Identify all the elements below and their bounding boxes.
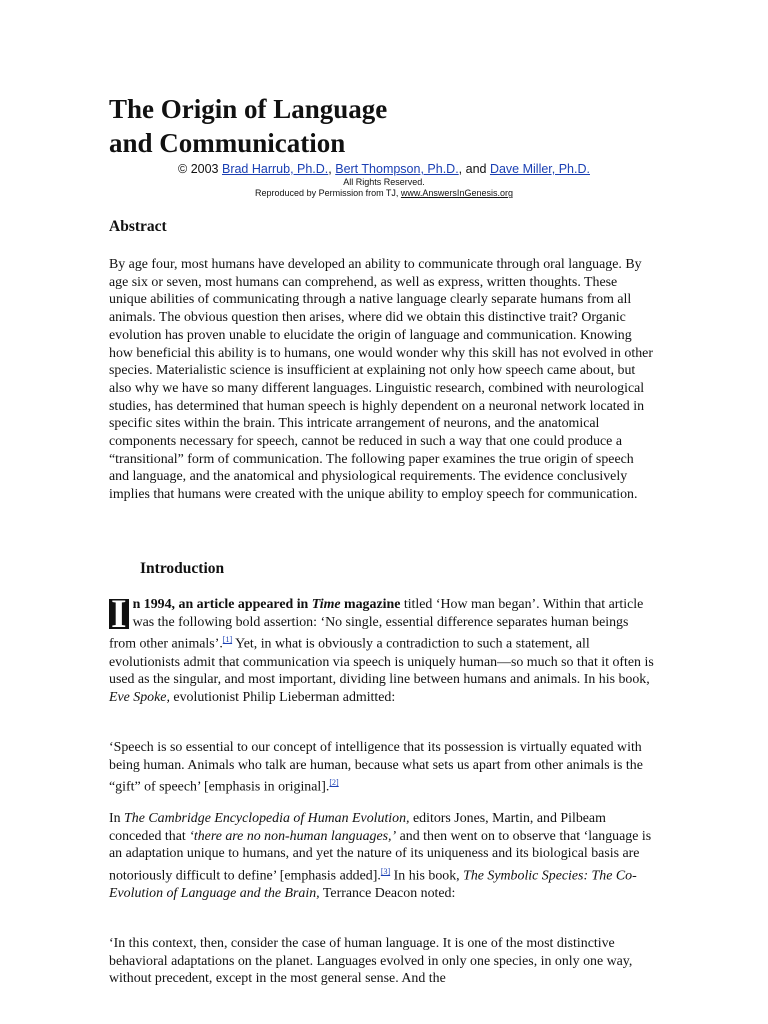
title-line-2: and Communication [109, 128, 346, 158]
deacon-quote: ‘In this context, then, consider the case of human language. It is one of the most distinctive behavioral adaptations on the planet. Languages evolved in only one species, in only one way, without precedent, except in the most general sense. And the [109, 936, 633, 987]
abstract-body: By age four, most humans have developed an ability to communicate through oral language. By age six or seven, most humans can comprehend, as well as express, written thoughts. These unique abilities of communicating through a native language clearly separate humans from all animals. The obvious question then arises, where did we obtain this distinctive trait? Organic evolution has proven unable to elucidate the origin of language and communication. Knowing how beneficial this ability is to humans, one would wonder why this skill has not evolved in other species. Materialistic science is insufficient at explaining not only how speech came about, but also why we have so many different languages. Linguistic research, combined with neurological studies, has determined that human speech is highly dependent on a neuronal network located in specific sites within the brain. This intricate arrangement of neurons, and the anatomical components necessary for speech, cannot be reduced in such a way that one could produce a “transitional” form of communication. The following paper examines the true origin of speech and language, and the anatomical and physiological requirements. The evidence conclusively implies that humans were created with the unique ability to employ speech for communication. [109, 257, 653, 503]
cambridge-paragraph: In The Cambridge Encyclopedia of Human Evolution, editors Jones, Martin, and Pilbeam conceded that ‘there are no non-human languages,’ and then went on to observe that ‘language is an adaptation unique to humans, and yet the nature of its uniqueness and its biological basis are notoriously difficult to define’ [emphasis added].[3] In his book, The Symbolic Species: The Co-Evolution of Language and the Brain, Terrance Deacon noted: [109, 811, 652, 902]
abstract-heading: Abstract [109, 218, 167, 235]
author-link-thompson[interactable]: Bert Thompson, Ph.D. [335, 162, 459, 176]
footnote-ref-1[interactable]: [1] [222, 635, 233, 645]
rights-notice [109, 177, 659, 199]
reproduced-notice: Reproduced by Permission from TJ, www.AnswersInGenesis.org [255, 188, 513, 198]
page-title [109, 92, 669, 160]
introduction-paragraph: I n 1994, an article appeared in Time magazine titled ‘How man began’. Within that article was the following bold assertion: ‘No single, essential difference separates human beings from other animals’.[1] Yet, in what is obviously a contradiction to such a statement, all evolutionists admit that communication via speech is uniquely human—so much so that it often is used as the singular, and most important, dividing line between humans and animals. In his book, Eve Spoke, evolutionist Philip Lieberman admitted: [109, 591, 654, 706]
introduction-heading: Introduction [140, 560, 225, 577]
book-title-eve-spoke: Eve Spoke, [109, 690, 170, 706]
author-link-miller[interactable]: Dave Miller, Ph.D. [489, 162, 590, 176]
drop-cap: I [111, 591, 127, 636]
author-byline: © 2003 Brad Harrub, Ph.D., Bert Thompson, Ph.D., and Dave Miller, Ph.D. [178, 162, 590, 176]
author-link-harrub[interactable]: Brad Harrub, Ph.D. [221, 162, 329, 176]
footnote-ref-2[interactable]: [2] [329, 778, 339, 788]
answers-in-genesis-link[interactable]: www.AnswersInGenesis.org [400, 188, 513, 198]
lieberman-quote: ‘Speech is so essential to our concept of intelligence that its possession is virtually equated with being human. Animals who talk are human, because what sets us apart from other animals is the “gift” of speech’ [emphasis in original].[2] [109, 740, 643, 796]
footnote-ref-3[interactable]: [3] [380, 867, 391, 877]
copyright-text: © 2003 [178, 162, 222, 176]
rights-reserved: All Rights Reserved. [343, 177, 425, 187]
book-title-symbolic-species: The Symbolic Species: The Co-Evolution of Language and the Brain, [109, 868, 637, 902]
title-line-1: The Origin of Language [109, 94, 388, 124]
book-title-cambridge: The Cambridge Encyclopedia of Human Evolution, [124, 811, 410, 826]
